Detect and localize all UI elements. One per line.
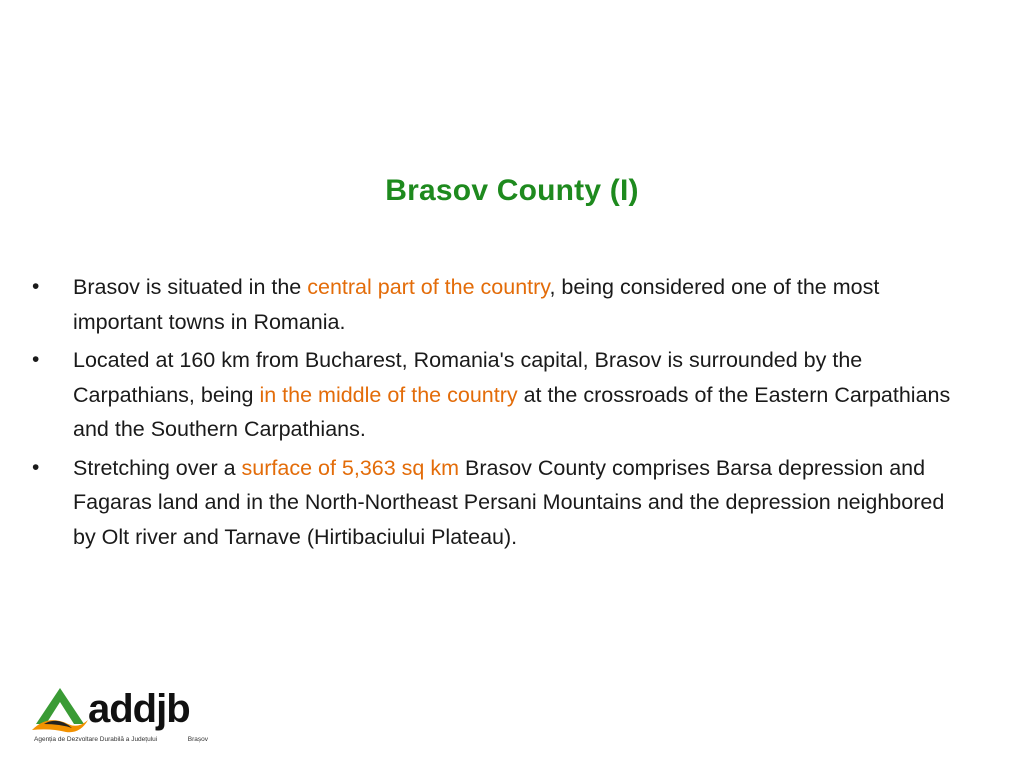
bullet-marker: •: [32, 348, 40, 371]
bullet-text: , being considered one of the most important towns in Romania.: [73, 275, 880, 334]
highlighted-phrase: central part of the country: [307, 275, 550, 299]
highlighted-phrase: surface of 5,363 sq km: [241, 455, 460, 480]
bullet-marker: •: [32, 455, 40, 479]
bullet-text: Brasov is situated in the: [73, 275, 308, 299]
addjb-logo-mark-icon: [30, 684, 90, 736]
bullet-text: Located at 160 km from Bucharest, Romania's capital, Brasov is surrounded by the Carpathians, being: [73, 348, 863, 407]
bullet-item: [32, 343, 962, 447]
bullet-text: Brasov County comprises Barsa depression and Fagaras land and in the North-Northeast Persani Mountains and the depression neighbored by Olt river and Tarnave (Hirtibaciului Plateau).: [73, 455, 945, 549]
addjb-logo: [30, 684, 210, 750]
logo-city: Brașov: [187, 736, 208, 743]
bullet-list: [32, 270, 962, 558]
highlighted-phrase: in the middle of the country: [259, 382, 518, 407]
logo-wordmark: addjb: [88, 687, 190, 731]
bullet-text: at the crossroads of the Eastern Carpathians and the Southern Carpathians.: [73, 382, 951, 441]
bullet-text: Stretching over a: [73, 455, 242, 480]
bullet-item: [32, 451, 962, 555]
bullet-marker: •: [32, 275, 40, 298]
slide-title: Brasov County (I): [385, 174, 639, 207]
bullet-item: [32, 270, 962, 339]
logo-tagline: Agenția de Dezvoltare Durabilă a Județului: [34, 736, 158, 743]
